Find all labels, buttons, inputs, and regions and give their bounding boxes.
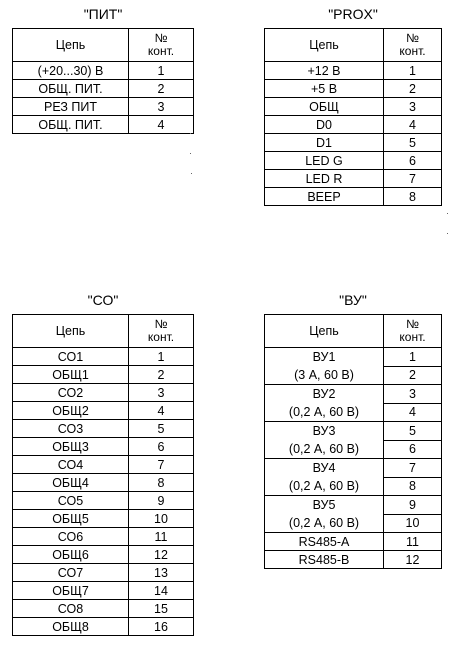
vu-output-cell: ВУ2 (0,2 А, 60 В) [265, 385, 384, 422]
table-row [13, 564, 194, 582]
table-row [13, 618, 194, 636]
net-cell: СО5 [13, 492, 129, 510]
pin-cell: 1 [384, 348, 442, 367]
net-cell: ОБЩ3 [13, 438, 129, 456]
net-cell: СО2 [13, 384, 129, 402]
pin-cell: 8 [384, 477, 442, 496]
co-header-net: Цепь [13, 315, 129, 348]
table-row [13, 366, 194, 384]
co-title: "СО" [87, 292, 119, 308]
prox-header-net: Цепь [265, 29, 384, 62]
table-row [265, 459, 442, 478]
table-row [13, 474, 194, 492]
scan-dot [447, 213, 448, 214]
co-header-row [13, 315, 194, 348]
pit-header-pin: № конт. [129, 29, 194, 62]
table-row [13, 492, 194, 510]
pin-cell: 6 [384, 152, 442, 170]
pin-cell: 1 [129, 348, 194, 366]
prox-header-row [265, 29, 442, 62]
scan-dot [191, 173, 192, 174]
vu-title: "ВУ" [339, 292, 367, 308]
pin-cell: 2 [384, 366, 442, 385]
prox-connector-block [264, 6, 442, 206]
pin-cell: 15 [129, 600, 194, 618]
scan-dot [190, 153, 191, 154]
pin-cell: 6 [129, 438, 194, 456]
pin-cell: 5 [384, 134, 442, 152]
table-row [13, 528, 194, 546]
table-row [265, 134, 442, 152]
co-connector-block [12, 292, 194, 636]
table-row [265, 116, 442, 134]
vu-output-cell: ВУ4 (0,2 А, 60 В) [265, 459, 384, 496]
net-cell: ОБЩ4 [13, 474, 129, 492]
pin-cell: 13 [129, 564, 194, 582]
pin-cell: 2 [384, 80, 442, 98]
table-row [265, 188, 442, 206]
pin-cell: 11 [384, 533, 442, 551]
net-cell: LED G [265, 152, 384, 170]
table-row [13, 80, 194, 98]
pin-cell: 3 [129, 98, 194, 116]
table-row [265, 496, 442, 515]
pin-cell: 10 [129, 510, 194, 528]
net-cell: D0 [265, 116, 384, 134]
pit-title: "ПИТ" [83, 6, 123, 22]
scan-dot [447, 233, 448, 234]
net-cell: СО4 [13, 456, 129, 474]
pin-cell: 3 [129, 384, 194, 402]
scan-dot [190, 133, 191, 134]
net-cell: D1 [265, 134, 384, 152]
table-row [265, 348, 442, 367]
net-cell: ОБЩ. ПИТ. [13, 80, 129, 98]
vu-output-cell: ВУ3 (0,2 А, 60 В) [265, 422, 384, 459]
table-row [13, 348, 194, 366]
table-row [13, 582, 194, 600]
net-cell: СО6 [13, 528, 129, 546]
pin-cell: 8 [129, 474, 194, 492]
table-row [13, 116, 194, 134]
pin-cell: 4 [129, 116, 194, 134]
table-row [13, 62, 194, 80]
vu-output-cell: ВУ1 (3 А, 60 В) [265, 348, 384, 385]
prox-title: "PROX" [328, 6, 378, 22]
net-cell: РЕЗ ПИТ [13, 98, 129, 116]
pin-cell: 2 [129, 366, 194, 384]
table-row [265, 152, 442, 170]
vu-header-pin: № конт. [384, 315, 442, 348]
table-row [265, 385, 442, 404]
table-row [265, 98, 442, 116]
table-row [265, 533, 442, 551]
table-row [13, 420, 194, 438]
net-cell: СО1 [13, 348, 129, 366]
net-cell: ОБЩ8 [13, 618, 129, 636]
table-row [265, 62, 442, 80]
pin-cell: 14 [129, 582, 194, 600]
pin-cell: 10 [384, 514, 442, 533]
pit-table [12, 28, 194, 134]
pin-cell: 7 [129, 456, 194, 474]
net-cell: (+20...30) В [13, 62, 129, 80]
table-row [13, 600, 194, 618]
pit-header-row [13, 29, 194, 62]
prox-table [264, 28, 442, 206]
table-row [13, 438, 194, 456]
net-cell: СО3 [13, 420, 129, 438]
net-cell: СО7 [13, 564, 129, 582]
vu-table [264, 314, 442, 569]
pin-cell: 5 [129, 420, 194, 438]
pin-cell: 11 [129, 528, 194, 546]
pin-cell: 5 [384, 422, 442, 441]
pin-cell: 12 [384, 551, 442, 569]
pin-cell: 1 [129, 62, 194, 80]
table-row [13, 510, 194, 528]
net-cell: ОБЩ1 [13, 366, 129, 384]
net-cell: +12 В [265, 62, 384, 80]
pin-cell: 1 [384, 62, 442, 80]
table-row [265, 422, 442, 441]
pin-cell: 7 [384, 459, 442, 478]
pin-cell: 6 [384, 440, 442, 459]
table-row [13, 456, 194, 474]
pit-header-net: Цепь [13, 29, 129, 62]
net-cell: BEEP [265, 188, 384, 206]
net-cell: RS485-B [265, 551, 384, 569]
net-cell: +5 В [265, 80, 384, 98]
vu-header-net: Цепь [265, 315, 384, 348]
pin-cell: 7 [384, 170, 442, 188]
net-cell: ОБЩ5 [13, 510, 129, 528]
net-cell: ОБЩ7 [13, 582, 129, 600]
prox-header-pin: № конт. [384, 29, 442, 62]
table-row [265, 80, 442, 98]
pit-connector-block [12, 6, 194, 134]
pin-cell: 9 [384, 496, 442, 515]
co-header-pin: № конт. [129, 315, 194, 348]
pin-cell: 2 [129, 80, 194, 98]
pin-cell: 16 [129, 618, 194, 636]
vu-output-cell: ВУ5 (0,2 А, 60 В) [265, 496, 384, 533]
pin-cell: 4 [129, 402, 194, 420]
net-cell: ОБЩ [265, 98, 384, 116]
pin-cell: 12 [129, 546, 194, 564]
table-row [265, 170, 442, 188]
table-row [13, 546, 194, 564]
net-cell: RS485-A [265, 533, 384, 551]
net-cell: ОБЩ2 [13, 402, 129, 420]
pin-cell: 3 [384, 385, 442, 404]
pin-cell: 3 [384, 98, 442, 116]
vu-connector-block [264, 292, 442, 569]
table-row [13, 98, 194, 116]
net-cell: СО8 [13, 600, 129, 618]
pin-cell: 8 [384, 188, 442, 206]
pin-cell: 4 [384, 403, 442, 422]
pin-cell: 4 [384, 116, 442, 134]
vu-header-row [265, 315, 442, 348]
net-cell: LED R [265, 170, 384, 188]
table-row [13, 402, 194, 420]
table-row [265, 551, 442, 569]
net-cell: ОБЩ. ПИТ. [13, 116, 129, 134]
pin-cell: 9 [129, 492, 194, 510]
net-cell: ОБЩ6 [13, 546, 129, 564]
table-row [13, 384, 194, 402]
co-table [12, 314, 194, 636]
